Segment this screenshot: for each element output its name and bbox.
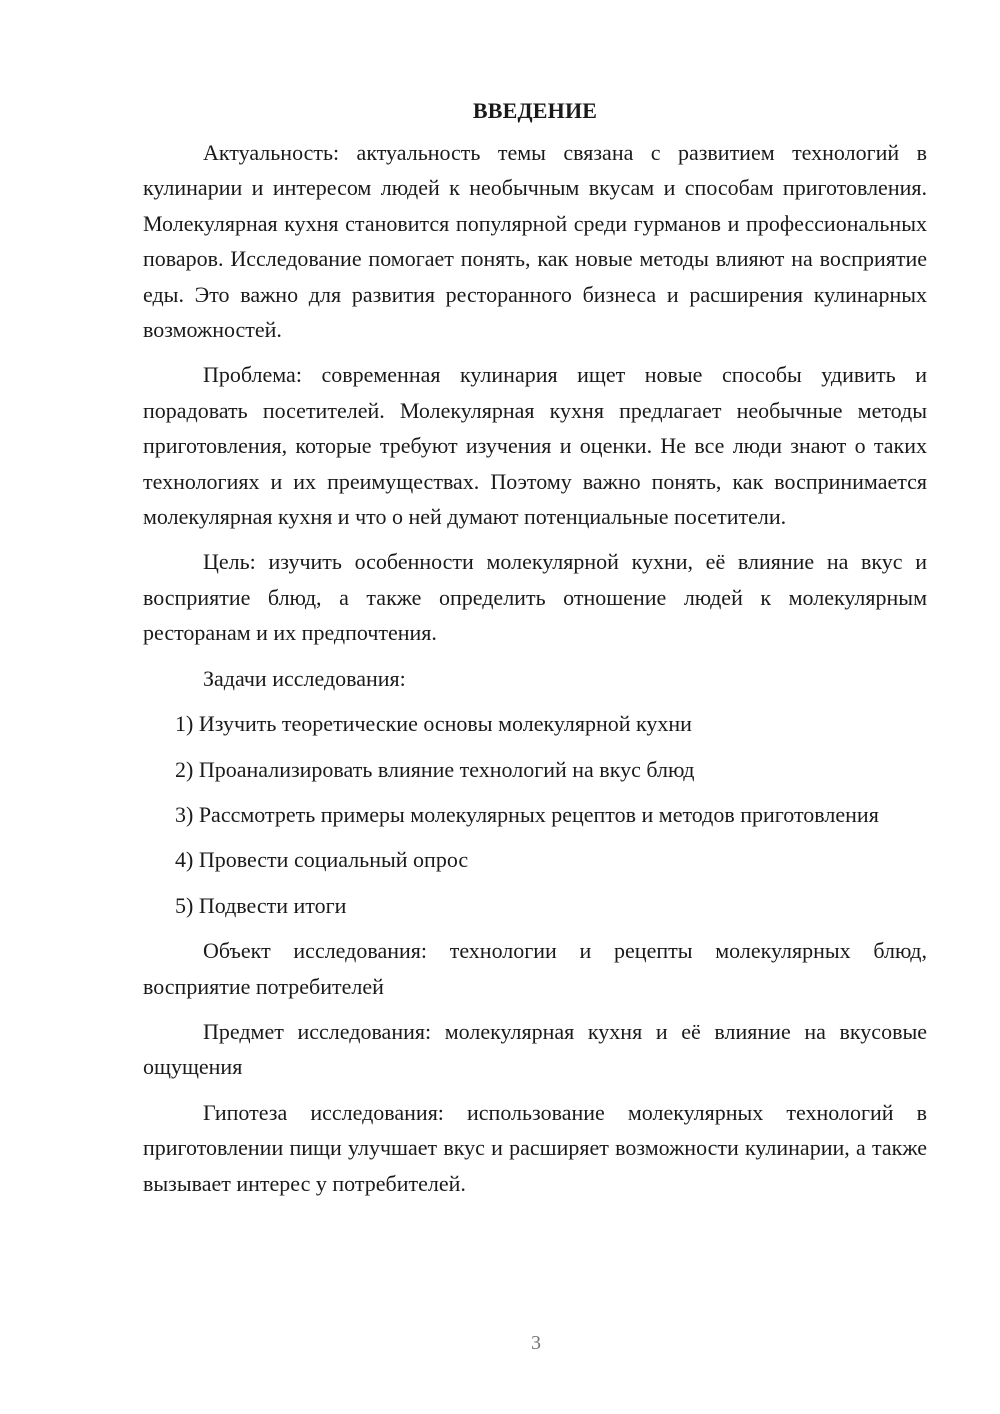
object-paragraph: Объект исследования: технологии и рецепты молекулярных блюд, восприятие потребителей [143,938,927,999]
goal-paragraph: Цель: изучить особенности молекулярной кухни, её влияние на вкус и восприятие блюд, а также определить отношение людей к молекулярным ресторанам и их предпочтения. [143,549,927,646]
task-item: 2) Проанализировать влияние технологий на вкус блюд [175,756,695,782]
task-item: 3) Рассмотреть примеры молекулярных рецептов и методов приготовления [175,801,879,827]
relevance-paragraph: Актуальность: актуальность темы связана с развитием технологий в кулинарии и интересом людей к необычным вкусам и способам приготовления. Молекулярная кухня становится популярной среди гурманов и профессиональных поваров. Исследование помогает понять, как новые методы влияют на восприятие еды. Это важно для развития ресторанного бизнеса и расширения кулинарных возможностей. [143,140,927,343]
task-item: 4) Провести социальный опрос [175,847,469,873]
section-heading: ВВЕДЕНИЕ [472,98,598,123]
page-number: 3 [531,1332,541,1354]
problem-paragraph: Проблема: современная кулинария ищет новые способы удивить и порадовать посетителей. Молекулярная кухня предлагает необычные методы приготовления, которые требуют изучения и оценки. Не все люди знают о таких технологиях и их преимуществах. Поэтому важно понять, как воспринимается молекулярная кухня и что о ней думают потенциальные посетители. [143,362,927,530]
task-item: 5) Подвести итоги [175,892,347,918]
page-content [143,93,927,1211]
hypothesis-paragraph: Гипотеза исследования: использование молекулярных технологий в приготовлении пищи улучшает вкус и расширяет возможности кулинарии, а также вызывает интерес у потребителей. [143,1099,927,1196]
tasks-list [143,706,927,923]
task-item: 1) Изучить теоретические основы молекулярной кухни [175,711,692,737]
subject-paragraph: Предмет исследования: молекулярная кухня и её влияние на вкусовые ощущения [143,1018,927,1080]
tasks-title: Задачи исследования: [203,665,406,691]
